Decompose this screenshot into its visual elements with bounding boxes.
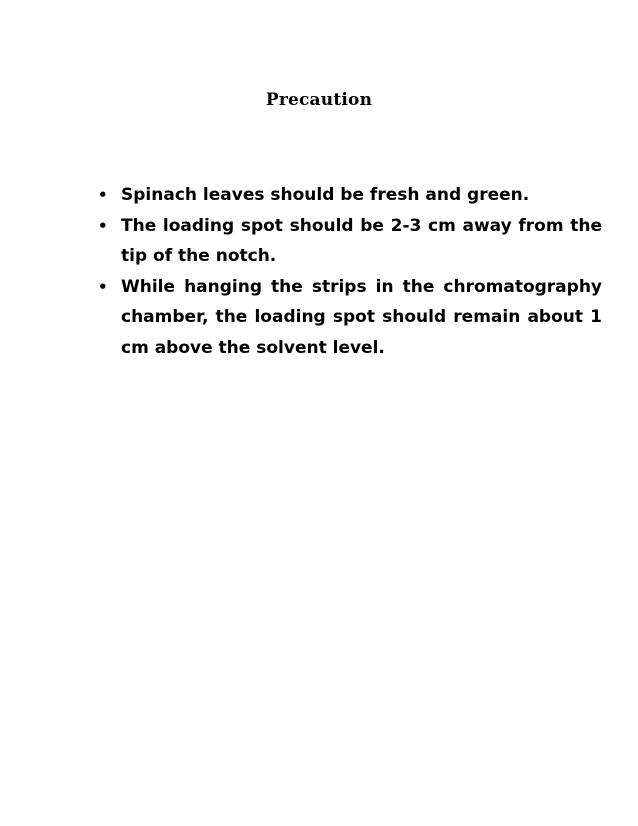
list-item-text: The loading spot should be 2-3 cm away from the tip of the notch. <box>121 215 602 266</box>
precaution-list <box>95 180 602 363</box>
bullet-icon: • <box>98 186 108 204</box>
page-title: Precaution <box>265 90 373 110</box>
list-item <box>95 180 602 211</box>
list-item-text: Spinach leaves should be fresh and green. <box>121 185 530 205</box>
list-item <box>95 211 602 272</box>
bullet-icon: • <box>98 277 108 296</box>
list-item <box>95 272 602 364</box>
list-item-text: While hanging the strips in the chromatography chamber, the loading spot should remain about 1 cm above the solvent level. <box>121 276 602 358</box>
bullet-icon: • <box>98 216 108 235</box>
